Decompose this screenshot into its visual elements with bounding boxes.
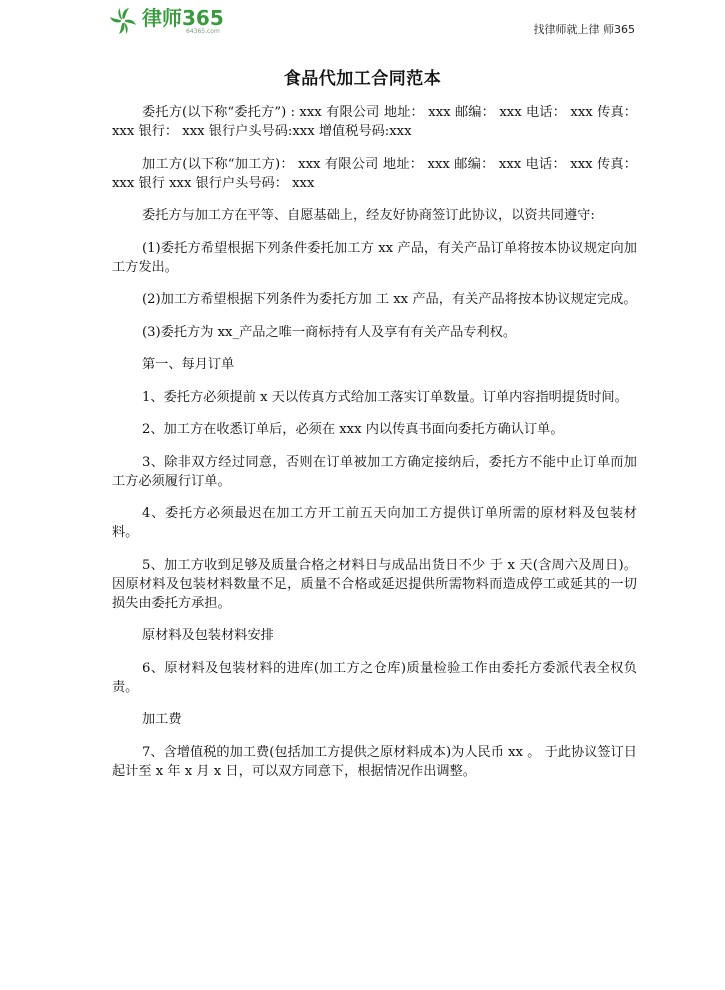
clause-3: 3、除非双方经过同意，否则在订单被加工方确定接纳后，委托方不能中止订单而加工方必须履行订单。	[112, 454, 637, 489]
page-header	[0, 0, 725, 48]
header-slogan: 找律师就上律 师365	[533, 23, 635, 36]
section-heading-processing-fee: 加工费	[142, 712, 182, 727]
clause-5: 5、加工方收到足够及质量合格之材料日与成品出货日不少 于 x 天(含周六及周日)。因原材料及包装材料数量不足，质量不合格或延迟提供所需物料而造成停工或延其的一切损失由委托方承担。	[112, 557, 637, 611]
clause-6: 6、原材料及包装材料的进库(加工方之仓库)质量检验工作由委托方委派代表全权负责。	[112, 660, 637, 695]
section-heading-monthly-orders: 第一、每月订单	[142, 357, 235, 372]
recital-1: (1)委托方希望根据下列条件委托加工方 xx 产品，有关产品订单将按本协议规定向加工方发出。	[112, 240, 637, 275]
document-body	[112, 103, 637, 794]
logo-domain: 64365.com	[186, 27, 220, 35]
clause-7: 7、含增值税的加工费(包括加工方提供之原材料成本)为人民币 xx 。 于此协议签订日起计至 x 年 x 月 x 日，可以双方同意下，根据情况作出调整。	[112, 744, 637, 779]
recital-3: (3)委托方为 xx_产品之唯一商标持有人及享有有关产品专利权。	[142, 324, 517, 340]
clause-2: 2、加工方在收悉订单后，必须在 xxx 内以传真书面向委托方确认订单。	[142, 422, 564, 437]
site-logo[interactable]	[108, 4, 224, 38]
clause-1: 1、委托方必须提前 x 天以传真方式给加工落实订单数量。订单内容指明提货时间。	[142, 389, 628, 405]
clause-4: 4、委托方必须最迟在加工方开工前五天向加工方提供订单所需的原材料及包装材料。	[112, 506, 637, 540]
party-processing-clause: 加工方(以下称“加工方)： xxx 有限公司 地址： xxx 邮编： xxx 电话： xxx 传真： xxx 银行 xxx 银行户头号码： xxx	[112, 156, 637, 191]
section-heading-materials: 原材料及包装材料安排	[142, 628, 274, 643]
recital-2: (2)加工方希望根据下列条件为委托方加 工 xx 产品，有关产品将按本协议规定完成。	[142, 292, 637, 307]
party-entrusting-clause: 委托方(以下称“委托方”) : xxx 有限公司 地址： xxx 邮编： xxx 电话： xxx 传真： xxx 银行： xxx 银行户头号码:xxx 增值税号码:xxx	[112, 105, 637, 139]
pinwheel-logo-icon	[108, 6, 138, 36]
document-title: 食品代加工合同范本	[283, 69, 442, 89]
preamble-paragraph: 委托方与加工方在平等、自愿基础上，经友好协商签订此协议，以资共同遵守:	[142, 208, 595, 223]
logo-text	[142, 5, 224, 35]
logo-name: 律师365	[142, 5, 224, 30]
